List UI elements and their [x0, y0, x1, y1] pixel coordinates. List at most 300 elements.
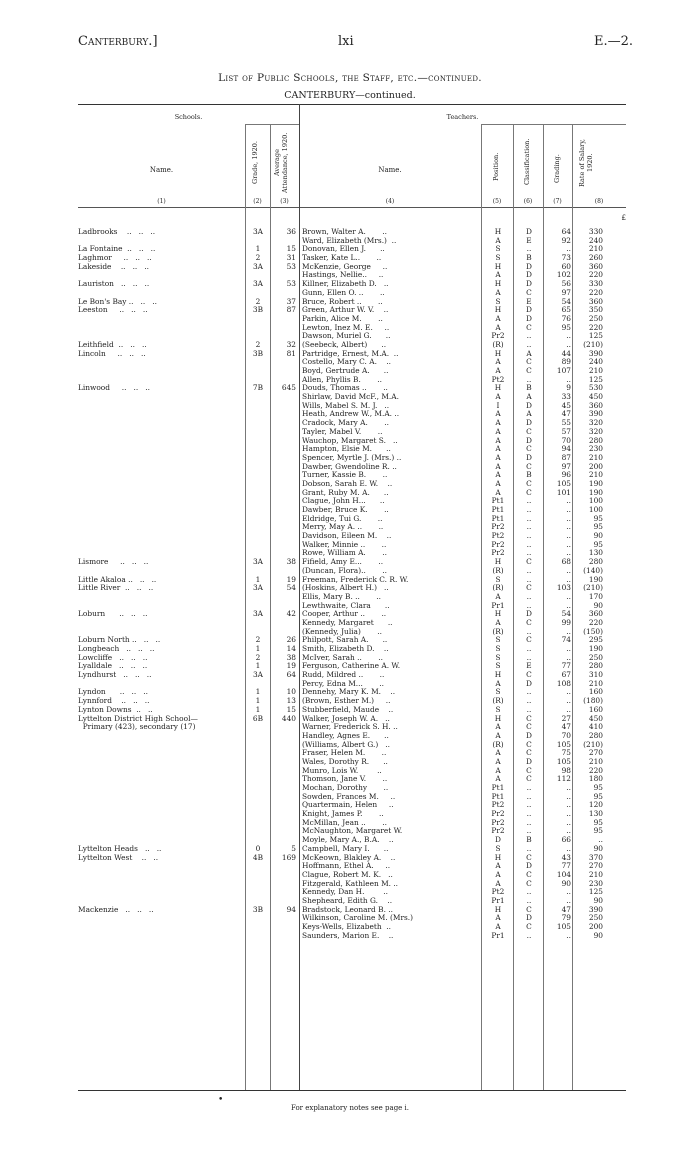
teacher-salary: 370	[588, 852, 603, 862]
teacher-position: Pt1	[491, 513, 505, 523]
teacher-grading: 65	[561, 305, 571, 315]
teacher-salary: 190	[588, 574, 603, 584]
table-row	[78, 497, 626, 506]
teacher-salary: (140)	[583, 565, 603, 575]
teacher-position: S	[495, 661, 501, 671]
teacher-name: Keys-Wells, Elizabeth ..	[302, 923, 391, 931]
school-name: Lyttelton West .. ..	[78, 853, 159, 862]
teacher-grading: 43	[561, 852, 571, 862]
teacher-grading: ..	[566, 513, 571, 523]
teacher-classification: E	[526, 296, 532, 306]
school-grade: 3B	[252, 305, 264, 315]
school-grade: 2	[255, 296, 261, 306]
teacher-grading: 44	[561, 348, 571, 358]
table-row	[78, 636, 626, 645]
teacher-grading: 33	[561, 392, 571, 402]
school-grade: 2	[255, 652, 261, 662]
teacher-salary: 280	[588, 557, 603, 567]
table-row	[78, 897, 626, 906]
teacher-salary: 95	[593, 522, 603, 532]
teacher-position: Pt2	[491, 374, 505, 384]
school-attendance: 31	[286, 253, 296, 263]
table-row	[78, 515, 626, 524]
school-name: Longbeach .. .. ..	[78, 645, 155, 653]
teacher-name: Rudd, Mildred .. ..	[302, 671, 385, 680]
teacher-classification: C	[526, 426, 532, 436]
table-row	[78, 923, 626, 932]
teacher-name: (Hoskins, Albert H.) ..	[302, 584, 389, 593]
teacher-salary: 220	[588, 765, 603, 775]
teacher-position: Pr2	[491, 826, 505, 836]
table-row	[78, 741, 626, 750]
teacher-position: Pr1	[491, 930, 505, 940]
teacher-position: Pr2	[491, 331, 505, 341]
teacher-grading: ..	[566, 704, 571, 714]
teacher-salary: 360	[588, 400, 603, 410]
footnote: For explanatory notes see page i.	[290, 1104, 410, 1112]
teacher-grading: ..	[566, 652, 571, 662]
teacher-salary: 270	[588, 748, 603, 758]
teacher-salary: 100	[588, 505, 603, 514]
table-row	[78, 289, 626, 298]
school-attendance: 169	[281, 852, 296, 862]
school-name: Loburn North .. .. ..	[78, 636, 161, 645]
teacher-grading: 73	[561, 253, 571, 263]
teacher-grading: 67	[561, 670, 571, 680]
teacher-position: A	[495, 418, 501, 428]
teacher-classification: ..	[526, 800, 532, 810]
school-grade: 1	[255, 244, 261, 254]
teacher-position: A	[495, 452, 501, 462]
teacher-classification: ..	[526, 600, 532, 610]
teacher-classification: ..	[526, 809, 532, 819]
teacher-position: A	[495, 435, 501, 445]
teacher-grading: 87	[561, 452, 571, 462]
teacher-salary: 100	[588, 496, 603, 506]
school-name: Lyttelton Heads .. ..	[78, 844, 162, 853]
teacher-name: McMillan, Jean .. ..	[302, 818, 387, 827]
table-row	[78, 845, 626, 854]
teacher-classification: ..	[526, 687, 532, 697]
teacher-salary: 130	[588, 809, 603, 819]
table-row	[78, 532, 626, 541]
teacher-position: Pt1	[491, 791, 505, 801]
teacher-position: S	[495, 843, 501, 853]
teacher-classification: D	[526, 418, 532, 428]
school-name: Leeston .. .. ..	[78, 306, 148, 315]
col-number: (1)	[157, 198, 166, 205]
col-header-grading: Grading.	[553, 154, 561, 184]
teacher-grading: ..	[566, 374, 571, 384]
teacher-salary: 230	[588, 878, 603, 888]
teacher-position: A	[495, 922, 501, 931]
teacher-classification: C	[526, 461, 532, 471]
school-attendance: 54	[286, 583, 296, 593]
teacher-classification: C	[526, 617, 532, 627]
teacher-grading: 97	[561, 461, 571, 471]
teacher-salary: 280	[588, 435, 603, 445]
group-heading-teachers: Teachers.	[446, 113, 479, 121]
teacher-position: Pt1	[491, 783, 505, 792]
table-row	[78, 576, 626, 585]
school-attendance: 37	[286, 296, 296, 306]
teacher-name: Ferguson, Catherine A. W.	[302, 662, 401, 671]
teacher-position: A	[495, 235, 501, 245]
teacher-grading: ..	[566, 496, 571, 506]
table-row	[78, 758, 626, 767]
school-attendance: 15	[286, 704, 296, 714]
teacher-classification: ..	[526, 930, 532, 940]
teacher-position: A	[495, 774, 501, 784]
report-code: E.—2.	[594, 34, 634, 49]
table-row	[78, 871, 626, 880]
teacher-position: A	[495, 765, 501, 775]
col-header-salary: Rate of Salary, 1920.	[578, 138, 594, 188]
teacher-grading: 102	[556, 270, 571, 280]
teacher-salary: 95	[593, 791, 603, 801]
teacher-name: Bradstock, Leonard B. ..	[302, 905, 393, 914]
school-name: Lowcliffe .. .. ..	[78, 653, 148, 662]
teacher-classification: B	[526, 253, 532, 263]
teacher-salary: 240	[588, 235, 603, 245]
teacher-position: A	[495, 313, 501, 323]
teacher-position: Pt1	[491, 505, 505, 514]
col-header-grade: Grade, 1920.	[251, 141, 259, 185]
table-row	[78, 567, 626, 576]
school-name: Lakeside .. .. ..	[78, 262, 150, 271]
school-attendance: 94	[286, 904, 296, 914]
teacher-position: Pr2	[491, 548, 505, 558]
group-rule-schools	[245, 124, 299, 125]
school-attendance: 440	[281, 713, 296, 723]
teacher-position: Pt2	[491, 800, 505, 810]
teacher-grading: 79	[561, 913, 571, 923]
teacher-classification: ..	[526, 505, 532, 514]
col-number: (4)	[385, 198, 395, 205]
table-row	[78, 619, 626, 628]
teacher-position: H	[494, 305, 502, 315]
teacher-salary: (210)	[583, 339, 603, 349]
col-header-position: Position.	[492, 152, 500, 182]
col-header-attendance: Average Attendance, 1920.	[273, 132, 289, 194]
teacher-classification: D	[526, 861, 532, 871]
teacher-name: Kennedy, Dan H. ..	[302, 888, 388, 897]
teacher-classification: C	[526, 713, 532, 723]
teacher-position: A	[495, 322, 501, 332]
table-row	[78, 245, 626, 254]
school-grade: 3B	[252, 904, 264, 914]
teacher-name: Wauchop, Margaret S. ..	[302, 436, 398, 445]
teacher-classification: ..	[526, 843, 532, 853]
teacher-grading: ..	[566, 539, 571, 549]
teacher-grading: ..	[566, 600, 571, 610]
teacher-classification: A	[526, 392, 532, 402]
school-grade: 4B	[252, 852, 264, 862]
teacher-salary: 260	[588, 253, 603, 263]
table-row	[78, 480, 626, 489]
teacher-name: Dennehy, Mary K. M. ..	[302, 688, 396, 697]
school-name: Loburn .. .. ..	[78, 610, 148, 619]
teacher-salary: 250	[588, 913, 603, 923]
school-grade: 2	[255, 253, 261, 263]
teacher-salary: 90	[593, 843, 603, 853]
table-row	[78, 324, 626, 333]
teacher-grading: ..	[566, 339, 571, 349]
teacher-name: (Kennedy, Julia) ..	[302, 627, 382, 636]
table-row	[78, 610, 626, 619]
teacher-grading: 74	[561, 635, 571, 645]
teacher-name: Donovan, Ellen J. ..	[302, 245, 385, 254]
teacher-grading: 98	[561, 765, 571, 775]
teacher-grading: 47	[561, 409, 571, 419]
table-row	[78, 541, 626, 550]
teacher-name: Walker, Minnie .. ..	[302, 540, 387, 549]
school-name: Primary (423), secondary (17)	[78, 723, 196, 732]
teacher-name: Costello, Mary C. A. ..	[302, 358, 392, 367]
teacher-name: Wales, Dorothy R. ..	[302, 757, 388, 766]
teacher-position: H	[494, 348, 502, 358]
col-number: (5)	[492, 198, 502, 205]
table-row	[78, 298, 626, 307]
teacher-classification: C	[526, 487, 532, 497]
teacher-position: S	[495, 644, 501, 653]
teacher-position: (R)	[492, 339, 504, 349]
teacher-salary: 220	[588, 617, 603, 627]
teacher-grading: ..	[566, 930, 571, 940]
teacher-salary: 90	[593, 930, 603, 940]
teacher-salary: 95	[593, 513, 603, 523]
teacher-salary: 320	[588, 418, 603, 428]
teacher-classification: D	[526, 305, 532, 315]
teacher-name: Kennedy, Margaret ..	[302, 618, 393, 627]
teacher-classification: D	[526, 913, 532, 923]
teacher-name: Walker, Joseph W. A. ..	[302, 714, 390, 723]
teacher-classification: D	[526, 435, 532, 445]
teacher-salary: 125	[588, 374, 603, 384]
teacher-grading: 47	[561, 722, 571, 732]
table-row	[78, 428, 626, 437]
teacher-classification: B	[526, 835, 532, 845]
teacher-name: Saunders, Marion E. ..	[302, 931, 394, 940]
teacher-classification: C	[526, 557, 532, 567]
teacher-name: Davidson, Eileen M. ..	[302, 532, 392, 541]
teacher-salary: 210	[588, 678, 603, 688]
table-row	[78, 906, 626, 915]
teacher-position: S	[495, 574, 501, 584]
teacher-classification: C	[526, 774, 532, 784]
teacher-name: Allen, Phyllis B. ..	[302, 375, 382, 384]
teacher-classification: C	[526, 765, 532, 775]
teacher-grading: 64	[561, 227, 571, 236]
teacher-grading: 60	[561, 261, 571, 271]
table-row	[78, 593, 626, 602]
teacher-name: Partridge, Ernest, M.A. ..	[302, 349, 399, 358]
teacher-salary: 220	[588, 270, 603, 280]
teacher-grading: 97	[561, 287, 571, 297]
teacher-name: Quartermain, Helen ..	[302, 801, 394, 810]
school-grade: 3A	[252, 609, 264, 619]
school-grade: 6B	[252, 713, 264, 723]
teacher-classification: ..	[526, 339, 532, 349]
table-row	[78, 645, 626, 654]
table-row	[78, 602, 626, 611]
table-row	[78, 880, 626, 889]
school-name: Little Akaloa .. .. ..	[78, 575, 157, 584]
teacher-classification: D	[526, 609, 532, 619]
teacher-position: A	[495, 617, 501, 627]
teacher-salary: 330	[588, 279, 603, 289]
teacher-name: Handley, Agnes E. ..	[302, 731, 389, 740]
table-row	[78, 732, 626, 741]
teacher-salary: 95	[593, 826, 603, 836]
teacher-name: Eldridge, Tui G. ..	[302, 514, 383, 523]
school-attendance: 19	[286, 661, 296, 671]
teacher-position: A	[495, 444, 501, 454]
col-number: (3)	[280, 198, 289, 205]
school-grade: 1	[255, 687, 261, 697]
teacher-salary: 170	[588, 591, 603, 601]
teacher-position: (R)	[492, 739, 504, 749]
teacher-classification: C	[526, 852, 532, 862]
table-row	[78, 280, 626, 289]
teacher-salary: 270	[588, 861, 603, 871]
school-grade: 2	[255, 339, 261, 349]
teacher-position: Pr2	[491, 522, 505, 532]
teacher-grading: 70	[561, 435, 571, 445]
teacher-name: Fitzgerald, Kathleen M. ..	[302, 879, 399, 888]
school-attendance: 14	[286, 644, 296, 653]
teacher-name: Hoffmann, Ethel A. ..	[302, 862, 391, 871]
teacher-position: Pt2	[491, 531, 505, 541]
teacher-position: S	[495, 687, 501, 697]
table-row	[78, 367, 626, 376]
teacher-position: H	[494, 279, 502, 289]
teacher-name: Brown, Walter A. ..	[302, 228, 387, 236]
teacher-salary: 130	[588, 548, 603, 558]
teacher-salary: 210	[588, 756, 603, 766]
teacher-name: Bruce, Robert .. ..	[302, 297, 383, 306]
teacher-name: Clague, Robert M. K. ..	[302, 870, 393, 879]
teacher-name: McKenzie, George ..	[302, 262, 388, 271]
teacher-position: H	[494, 713, 502, 723]
teacher-classification: C	[526, 322, 532, 332]
teacher-grading: 57	[561, 426, 571, 436]
teacher-classification: ..	[526, 331, 532, 341]
school-attendance: 53	[286, 261, 296, 271]
teacher-position: H	[494, 557, 502, 567]
school-name: Mackenzie .. .. ..	[78, 905, 154, 914]
teacher-classification: ..	[526, 817, 532, 827]
teacher-name: Philpott, Sarah A. ..	[302, 636, 388, 645]
school-grade: 3A	[252, 583, 264, 593]
school-grade: 3A	[252, 670, 264, 680]
col-number: (8)	[594, 198, 604, 205]
school-name: Lynnford .. .. ..	[78, 697, 150, 706]
teacher-position: H	[494, 383, 502, 393]
school-name: Lincoln .. .. ..	[78, 349, 146, 358]
school-grade: 1	[255, 704, 261, 714]
table-bottom-rule	[78, 1090, 626, 1091]
teacher-name: Thomson, Jane V. ..	[302, 775, 388, 784]
teacher-classification: ..	[526, 696, 532, 706]
teacher-name: Moyle, Mary A., B.A. ..	[302, 836, 394, 845]
teacher-classification: D	[526, 279, 532, 289]
teacher-name: Tayler, Mabel V. ..	[302, 427, 383, 436]
teacher-salary: 310	[588, 670, 603, 680]
table-row	[78, 784, 626, 793]
teacher-salary: 240	[588, 357, 603, 367]
teacher-position: Pr2	[491, 809, 505, 819]
teacher-salary: 210	[588, 244, 603, 254]
school-name: Lynton Downs .. ..	[78, 705, 153, 714]
page-number: lxi	[338, 34, 354, 49]
teacher-classification: D	[526, 452, 532, 462]
teacher-classification: ..	[526, 644, 532, 653]
school-name: Ladbrooks .. .. ..	[78, 228, 156, 236]
teacher-name: Gunn, Ellen O. .. ..	[302, 288, 385, 297]
teacher-classification: ..	[526, 574, 532, 584]
teacher-grading: ..	[566, 644, 571, 653]
table-row	[78, 558, 626, 567]
table-row	[78, 749, 626, 758]
teacher-salary: (210)	[583, 739, 603, 749]
teacher-position: A	[495, 478, 501, 488]
teacher-classification: ..	[526, 565, 532, 575]
table-row	[78, 315, 626, 324]
teacher-salary: 95	[593, 817, 603, 827]
teacher-classification: C	[526, 748, 532, 758]
teacher-position: H	[494, 852, 502, 862]
teacher-name: Cooper, Arthur .. ..	[302, 610, 387, 619]
teacher-position: Pr2	[491, 817, 505, 827]
teacher-grading: 89	[561, 357, 571, 367]
school-grade: 0	[255, 843, 261, 853]
teacher-name: Shirlaw, David McF., M.A.	[302, 393, 399, 402]
table-row	[78, 445, 626, 454]
teacher-grading: 77	[561, 661, 571, 671]
teacher-classification: A	[526, 348, 532, 358]
teacher-position: A	[495, 470, 501, 480]
teacher-classification: ..	[526, 895, 532, 905]
table-row	[78, 332, 626, 341]
teacher-grading: ..	[566, 817, 571, 827]
teacher-name: Merry, May A. .. ..	[302, 523, 384, 532]
teacher-name: Parkin, Alice M. ..	[302, 314, 383, 323]
table-row	[78, 237, 626, 246]
teacher-classification: ..	[526, 652, 532, 662]
table-row	[78, 706, 626, 715]
teacher-salary: 200	[588, 922, 603, 931]
teacher-salary: 530	[588, 383, 603, 393]
teacher-salary: 210	[588, 452, 603, 462]
teacher-position: H	[494, 670, 502, 680]
teacher-classification: ..	[526, 522, 532, 532]
teacher-grading: 96	[561, 470, 571, 480]
school-name: Lyndhurst .. .. ..	[78, 671, 152, 680]
teacher-name: Cradock, Mary A. ..	[302, 419, 389, 428]
table-row	[78, 584, 626, 593]
teacher-salary: (180)	[583, 696, 603, 706]
teacher-position: S	[495, 704, 501, 714]
teacher-salary: 210	[588, 470, 603, 480]
teacher-position: A	[495, 366, 501, 375]
teacher-grading: 70	[561, 730, 571, 740]
table-row	[78, 376, 626, 385]
teacher-grading: 104	[556, 869, 571, 879]
teacher-salary: (150)	[583, 626, 603, 636]
school-attendance: 64	[286, 670, 296, 680]
teacher-name: Stubberfield, Maude ..	[302, 705, 394, 714]
